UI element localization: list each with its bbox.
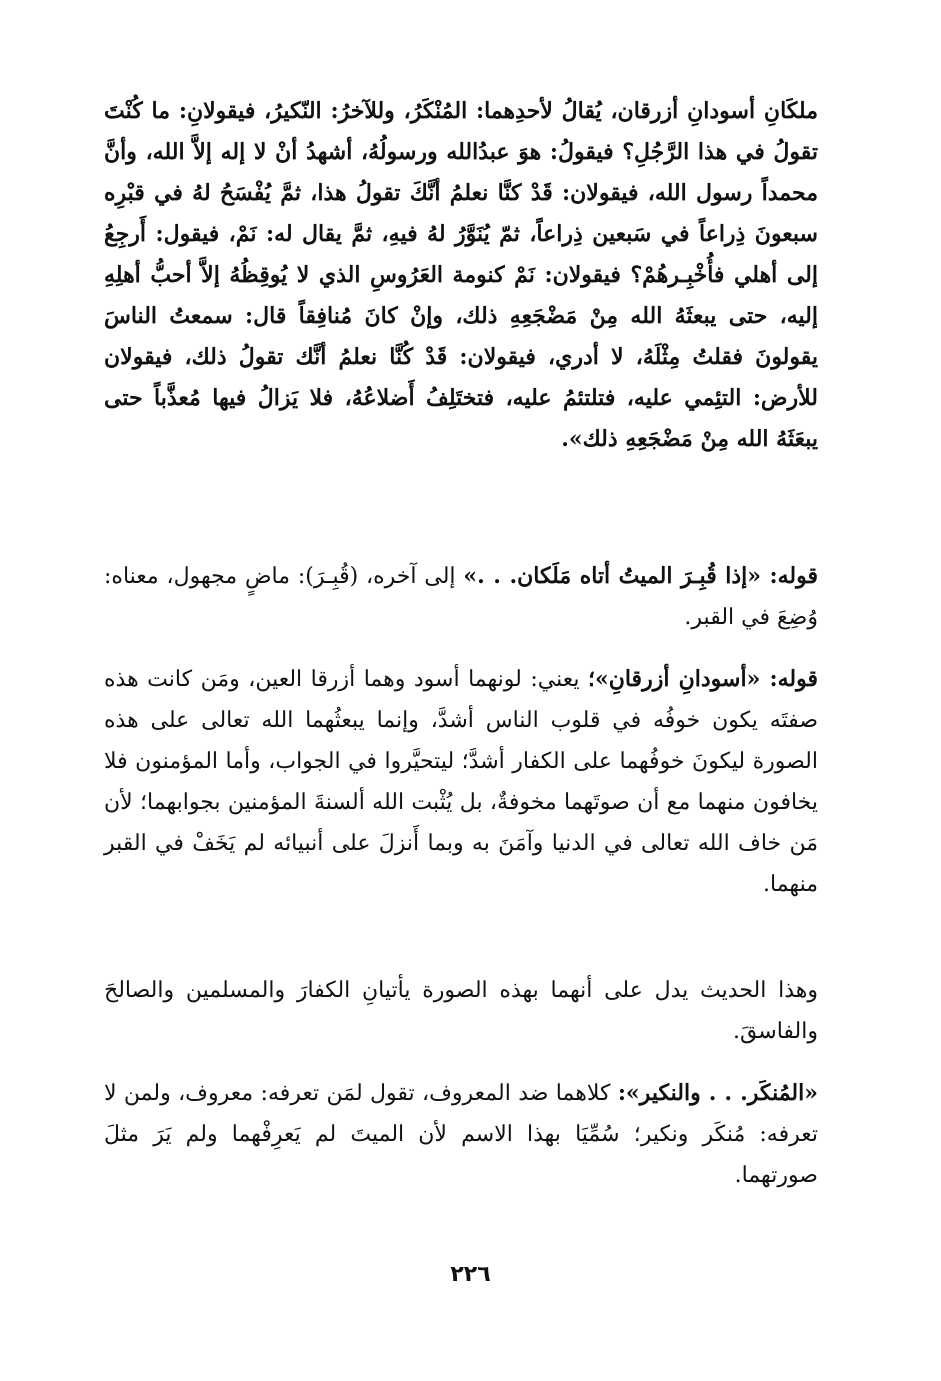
paragraph-text: يعني: لونهما أسود وهما أزرقا العين، ومَن كانت هذه صفتَه يكون خوفُه في قلوب الناس أشدَّ، وإنما يبعثُهما الله تعالى على هذه الصورة ليكونَ خوفُهما على الكفار أشدَّ؛ ليتحيَّروا في الجواب، وأما المؤمنون فلا يخافون منهما مع أن صوتَهما مخوفةٌ، بل يُثْبت الله ألسنةَ المؤمنين بجوابهما؛ لأن مَن خاف الله تعالى في الدنيا وآمَنَ به وبما أَنزلَ على أنبيائه لم يَخَفْ في القبر منهما. [104, 667, 818, 897]
paragraph-lead: قوله: «أسودانِ أزرقانِ»؛ [587, 666, 818, 692]
commentary-paragraph-names [104, 1073, 818, 1196]
paragraph-text: ملكَانِ أسودانِ أزرقان، يُقالُ لأحدِهما: المُنْكَرُ، وللآخرُ: النّكيرُ، فيقولانِ: ما كُنْتَ تقولُ في هذا الرَّجُلِ؟ فيقولُ: هوَ عبدُالله ورسولُهُ، أشهدُ أنْ لا إله إلاَّ الله، وأنَّ محمداً رسول الله، فيقولان: قَدْ كنَّا نعلمُ أنَّكَ تقولُ هذا، ثمَّ يُفْسَحُ لهُ في قبْرِه سبعونَ ذِراعاً في سَبعين ذِراعاً، ثمّ يُنَوَّرُ لهُ فيهِ، ثمَّ يقال له: نَمْ، فيقول: أَرجِعُ إلى أهلي فأُخْبِـرهُمْ؟ فيقولان: نَمْ كنومة العَرُوسِ الذي لا يُوقِظُهُ إلاَّ أحبُّ أهلِهِ إليه، حتى يبعثَهُ الله مِنْ مَضْجَعِهِ ذلك، وإنْ كانَ مُنافِقاً قال: سمعتُ الناسَ يقولونَ فقلتُ مِثْلَهُ، لا أدري، فيقولان: قَدْ كُنَّا نعلمُ أنَّك تقولُ ذلك، فيقولان للأرض: التئِمي عليه، فتلتئمُ عليه، فتختَلِفُ أَضلاعُهُ، فلا يَزالُ فيها مُعذَّباً حتى يبعَثَهُ الله مِنْ مَضْجَعِهِ ذلك». [104, 98, 818, 452]
paragraph-text: كلاهما ضد المعروف، تقول لمَن تعرفه: معروف، ولمن لا تعرفه: مُنكَر ونكير؛ سُمِّيَا بهذا الاسم لأن الميتَ لم يَعرِفْهما ولم يَرَ مثلَ صورتهما. [104, 1081, 818, 1188]
paragraph-lead: «المُنكَر. . . والنكير»: [617, 1080, 818, 1106]
commentary-paragraph-generality [104, 970, 818, 1052]
page-number: ٢٢٦ [450, 1262, 491, 1287]
paragraph-text: وهذا الحديث يدل على أنهما بهذه الصورة يأتيانِ الكفارَ والمسلمين والصالحَ والفاسقَ. [104, 978, 818, 1044]
paragraph-text: إلى آخره، (قُبِـرَ): ماضٍ مجهول، معناه: وُضِعَ في القبر. [104, 564, 818, 630]
commentary-paragraph-appearance [104, 659, 818, 905]
commentary-paragraph-burial [104, 556, 818, 638]
hadith-paragraph [104, 91, 818, 460]
paragraph-lead: قوله: «إذا قُبِـرَ الميتُ أتاه مَلَكان. . .» [463, 563, 819, 589]
